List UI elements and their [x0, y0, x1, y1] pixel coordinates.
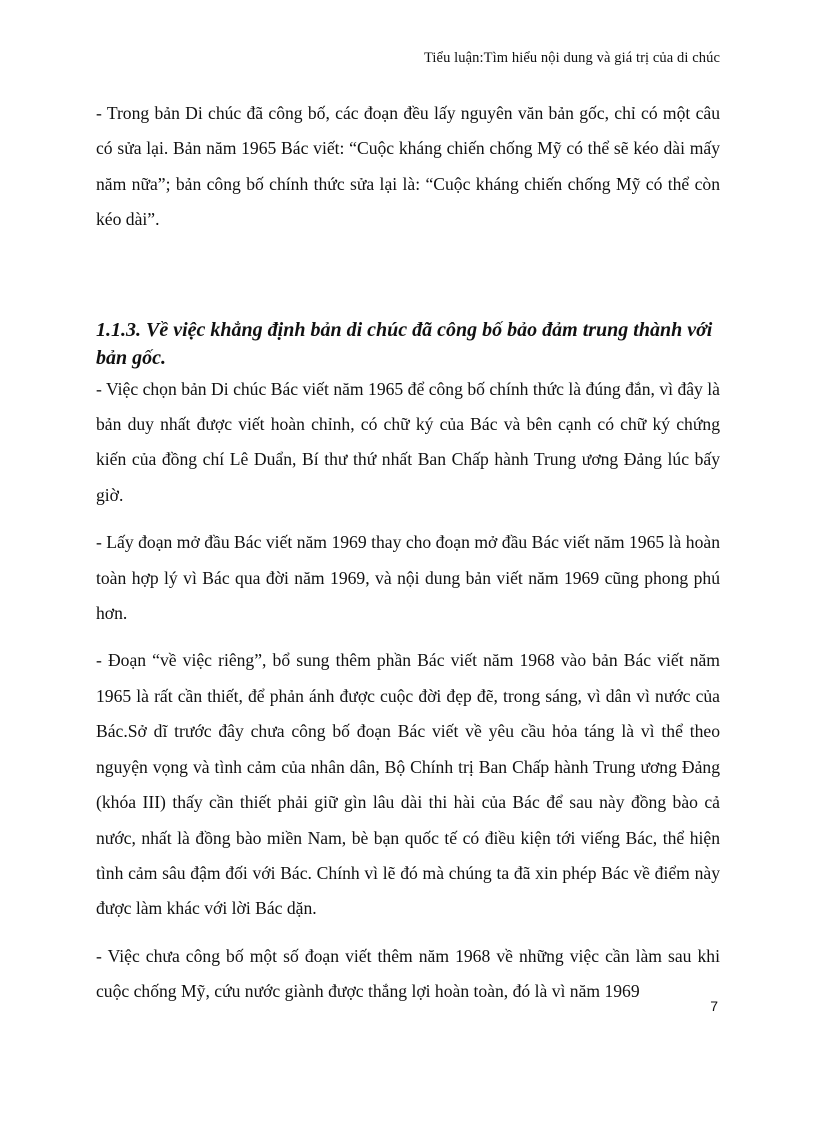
paragraph-personal-matters: - Đoạn “về việc riêng”, bổ sung thêm phần Bác viết năm 1968 vào bản Bác viết năm 1965 là rất cần thiết, để phản ánh được cuộc đời đẹp đẽ, trong sáng, vì dân vì nước của Bác.Sở dĩ trước đây chưa công bố đoạn Bác viết về yêu cầu hỏa táng là vì thể theo nguyện vọng và tình cảm của nhân dân, Bộ Chính trị Ban Chấp hành Trung ương Đảng (khóa III) thấy cần thiết phải giữ gìn lâu dài thi hài của Bác để sau này đồng bào cả nước, nhất là đồng bào miền Nam, bè bạn quốc tế có điều kiện tới viếng Bác, thể hiện tình cảm sâu đậm đối với Bác. Chính vì lẽ đó mà chúng ta đã xin phép Bác về điểm này được làm khác với lời Bác dặn.	[96, 650, 720, 919]
page-header: Tiểu luận:Tìm hiểu nội dung và giá trị của di chúc	[423, 50, 720, 66]
paragraph-choice-1965: - Việc chọn bản Di chúc Bác viết năm 1965 để công bố chính thức là đúng đắn, vì đây là bản duy nhất được viết hoàn chỉnh, có chữ ký của Bác và bên cạnh có chữ ký chứng kiến của đồng chí Lê Duẩn, Bí thư thứ nhất Ban Chấp hành Trung ương Đảng lúc bấy giờ.	[96, 378, 720, 505]
paragraph-opening-1969: - Lấy đoạn mở đầu Bác viết năm 1969 thay cho đoạn mở đầu Bác viết năm 1965 là hoàn toàn hợp lý vì Bác qua đời năm 1969, và nội dung bản viết năm 1969 cũng phong phú hơn.	[96, 532, 720, 624]
section-spacer	[96, 238, 720, 316]
document-body	[96, 96, 720, 1010]
page-number: 7	[710, 998, 718, 1014]
section-heading: 1.1.3. Về việc khẳng định bản di chúc đã công bố bảo đảm trung thành với bản gốc.	[96, 318, 713, 369]
paragraph-intro: - Trong bản Di chúc đã công bố, các đoạn đều lấy nguyên văn bản gốc, chỉ có một câu có sửa lại. Bản năm 1965 Bác viết: “Cuộc kháng chiến chống Mỹ có thể sẽ kéo dài mấy năm nữa”; bản công bố chính thức sửa lại là: “Cuộc kháng chiến chống Mỹ có thể còn kéo dài”.	[96, 103, 720, 230]
paragraph-unpublished-1968: - Việc chưa công bố một số đoạn viết thêm năm 1968 về những việc cần làm sau khi cuộc chống Mỹ, cứu nước giành được thắng lợi hoàn toàn, đó là vì năm 1969	[96, 945, 720, 1002]
